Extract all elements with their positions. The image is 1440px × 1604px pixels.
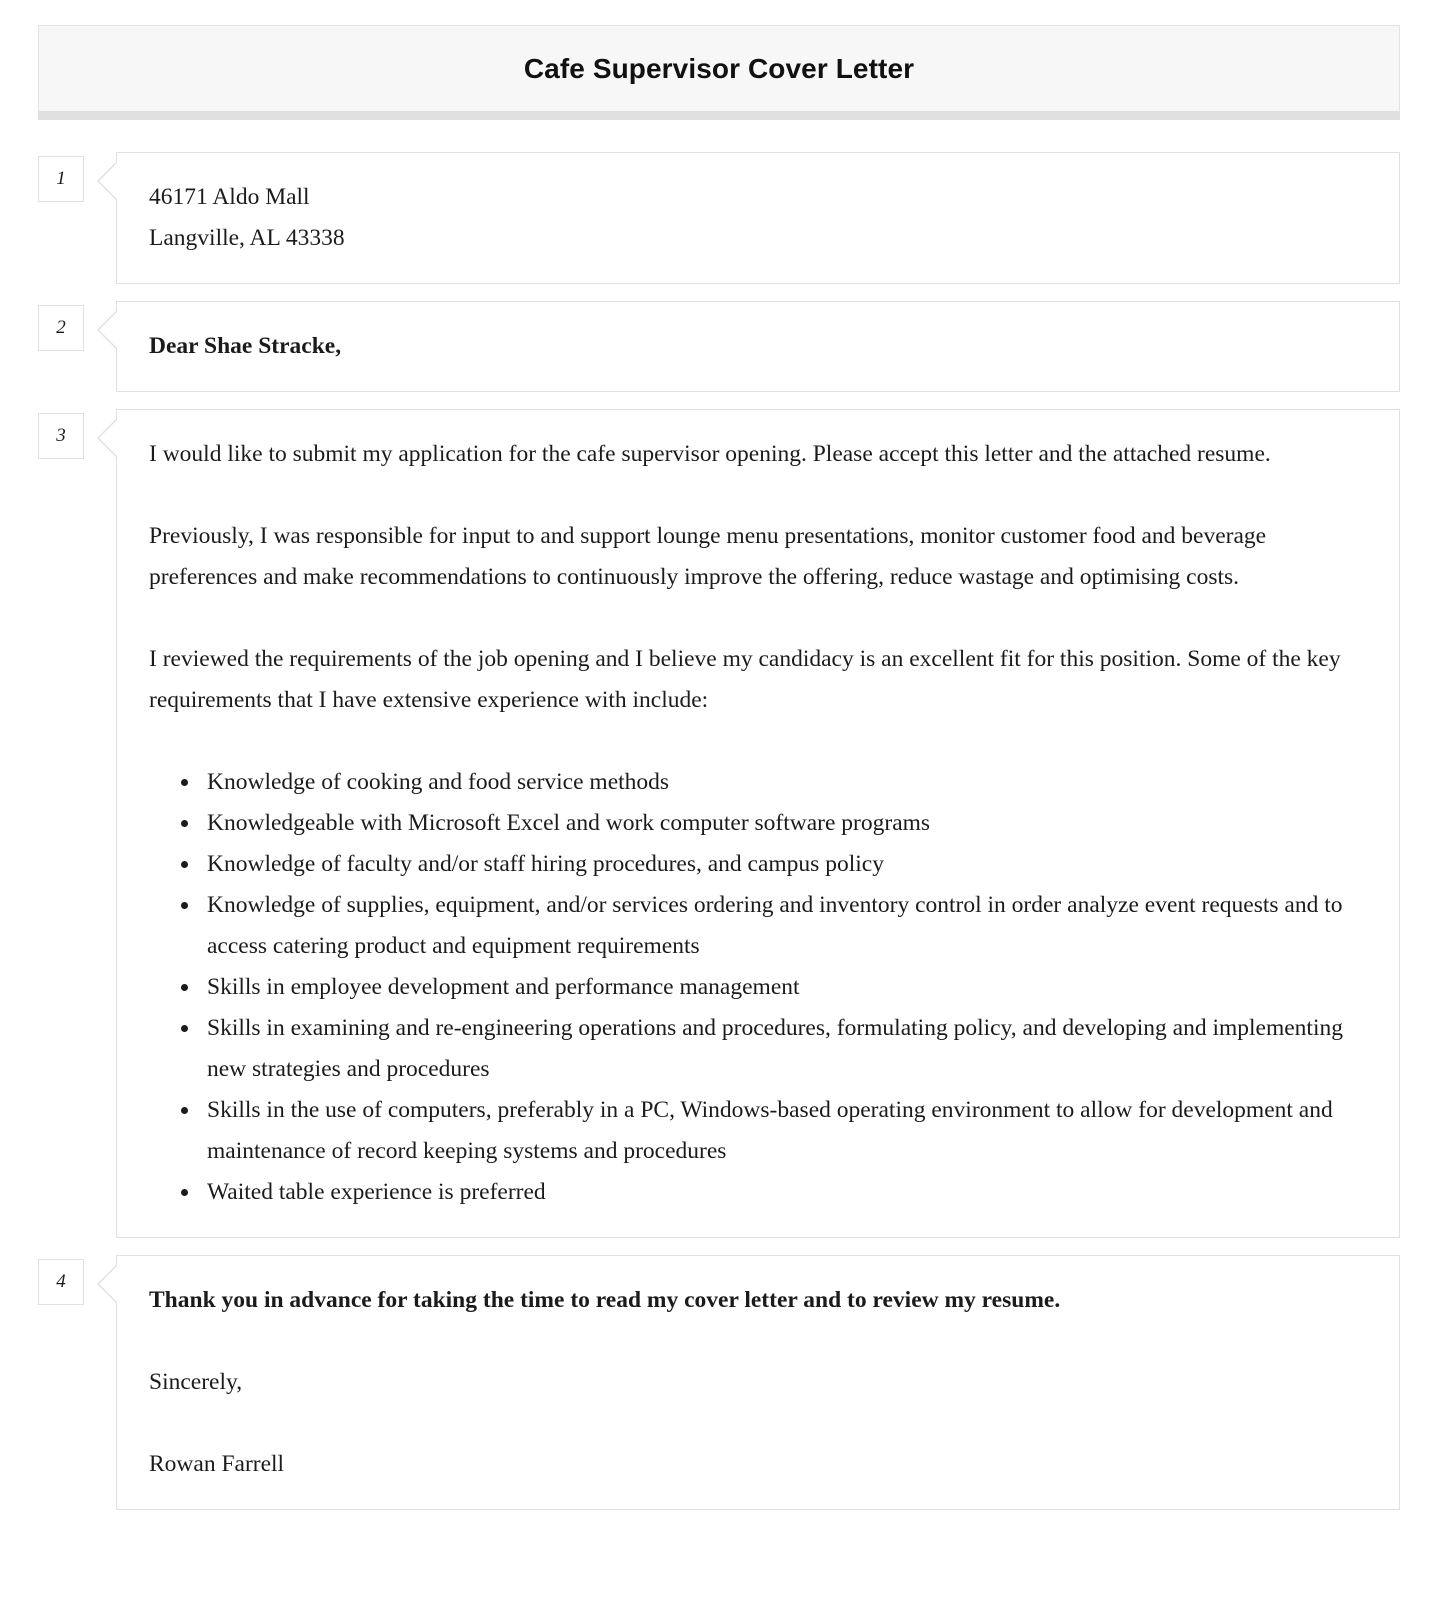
document-header <box>38 25 1400 111</box>
closing-thanks: Thank you in advance for taking the time to read my cover letter and to review my resume. <box>149 1287 1061 1313</box>
callout-notch-icon <box>97 1264 117 1304</box>
section-salutation <box>38 301 1400 392</box>
callout-notch-icon <box>97 418 117 458</box>
section-content-address <box>116 152 1400 284</box>
body-paragraph-3: I reviewed the requirements of the job opening and I believe my candidacy is an excellent fit for this position. Some of the key requirements that I have extensive experience with include: <box>149 646 1341 713</box>
list-item: • Skills in employee development and performance management <box>201 967 1369 1008</box>
list-item: • Knowledge of supplies, equipment, and/or services ordering and inventory control in order analyze event requests and to access catering product and equipment requirements <box>201 885 1369 967</box>
page-title: Cafe Supervisor Cover Letter <box>523 52 915 84</box>
cover-letter-page <box>0 25 1440 1510</box>
section-closing <box>38 1255 1400 1510</box>
list-item: • Knowledge of cooking and food service methods <box>201 762 1369 803</box>
section-content-body <box>116 409 1400 1238</box>
requirements-list <box>149 762 1369 1213</box>
letter-sections <box>0 152 1440 1510</box>
salutation-text: Dear Shae Stracke, <box>149 333 342 359</box>
section-content-salutation <box>116 301 1400 392</box>
address-line-2: Langville, AL 43338 <box>149 225 345 251</box>
list-item: • Skills in the use of computers, preferably in a PC, Windows-based operating environment to allow for development and maintenance of record keeping systems and procedures <box>201 1090 1369 1172</box>
section-address <box>38 152 1400 284</box>
section-number-2[interactable]: 2 <box>38 305 84 351</box>
list-item: • Knowledgeable with Microsoft Excel and work computer software programs <box>201 803 1369 844</box>
section-number-4[interactable]: 4 <box>38 1259 84 1305</box>
section-number-1[interactable]: 1 <box>38 156 84 202</box>
section-number-3[interactable]: 3 <box>38 413 84 459</box>
body-paragraph-1: I would like to submit my application for the cafe supervisor opening. Please accept this letter and the attached resume. <box>149 441 1271 467</box>
callout-notch-icon <box>97 310 117 350</box>
header-bottom-bar <box>38 111 1400 120</box>
list-item: • Knowledge of faculty and/or staff hiring procedures, and campus policy <box>201 844 1369 885</box>
section-content-closing <box>116 1255 1400 1510</box>
list-item: • Waited table experience is preferred <box>201 1172 1369 1213</box>
section-body-text <box>38 409 1400 1238</box>
body-paragraph-2: Previously, I was responsible for input to and support lounge menu presentations, monitor customer food and beverage preferences and make recommendations to continuously improve the offering, reduce wastage and optimising costs. <box>149 523 1267 590</box>
list-item: • Skills in examining and re-engineering operations and procedures, formulating policy, and developing and implementing new strategies and procedures <box>201 1008 1369 1090</box>
closing-signoff: Sincerely, <box>149 1369 243 1395</box>
address-line-1: 46171 Aldo Mall <box>149 184 310 210</box>
callout-notch-icon <box>97 161 117 201</box>
closing-signature: Rowan Farrell <box>149 1451 285 1477</box>
